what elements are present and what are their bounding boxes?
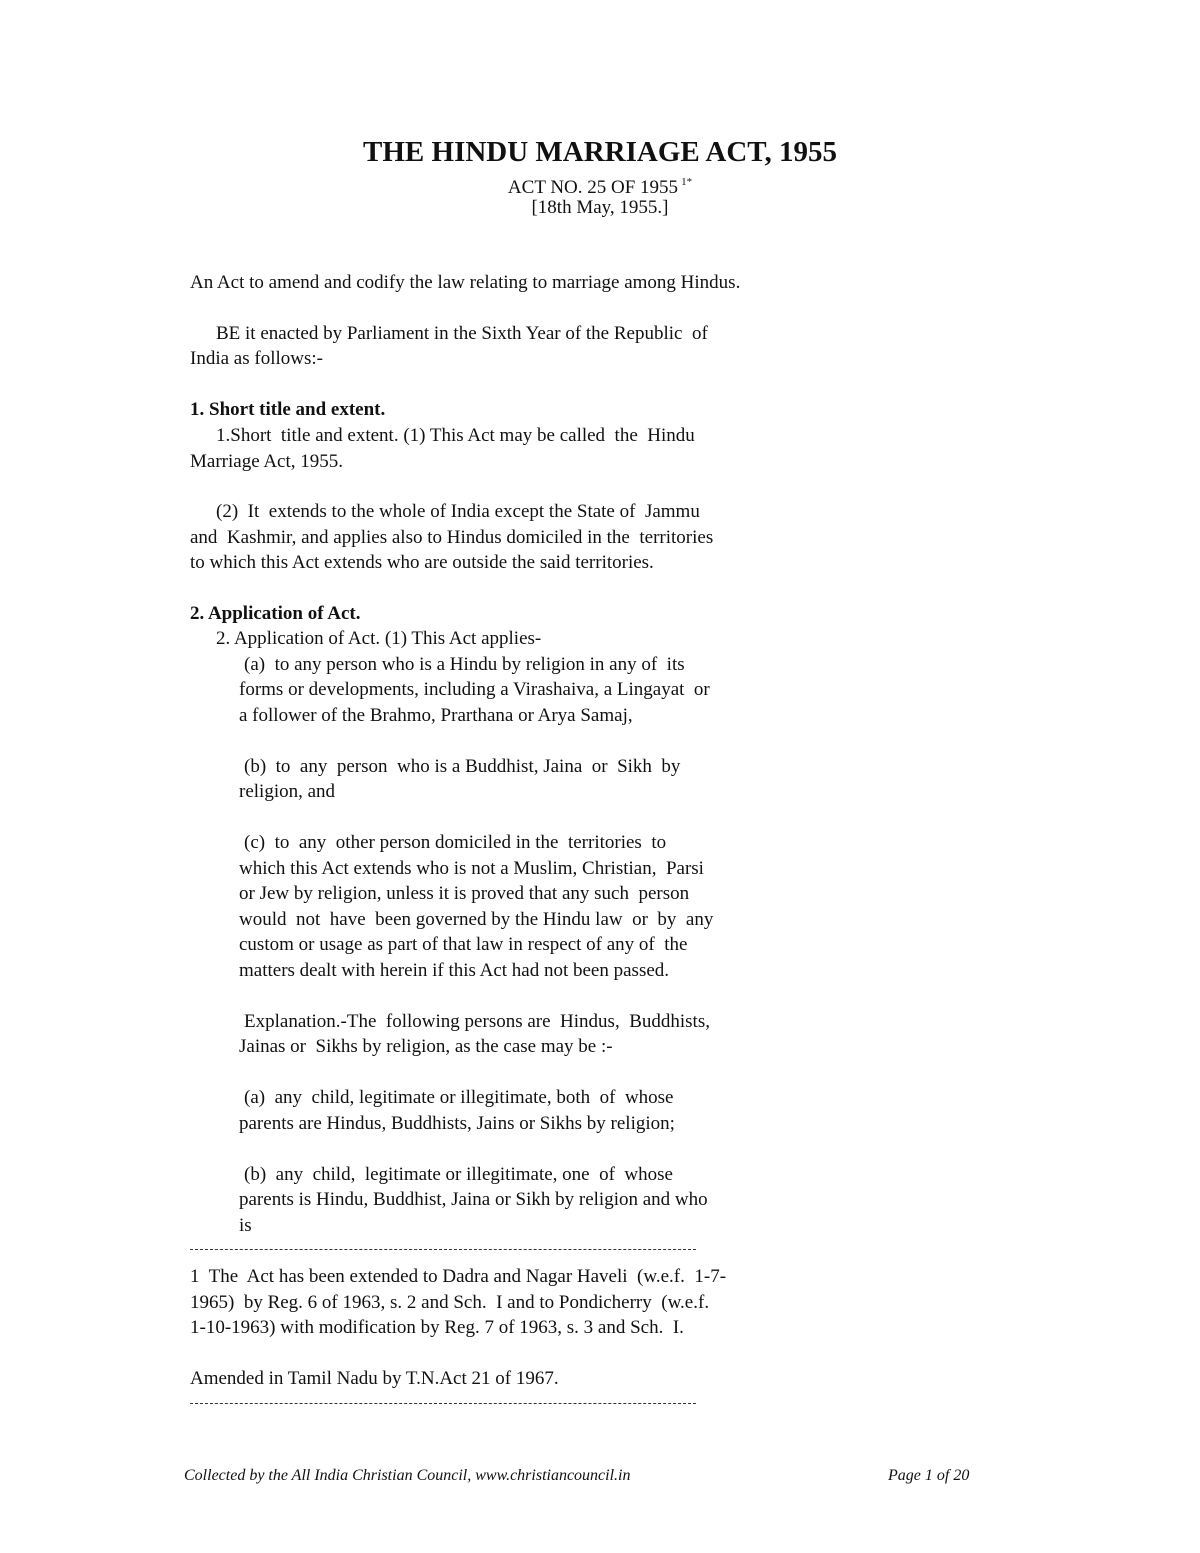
- enactment-line: BE it enacted by Parliament in the Sixth Year of the Republic of: [216, 323, 708, 344]
- footer-collected-by: Collected by the All India Christian Council, www.christiancouncil.in: [184, 1467, 631, 1484]
- clause-c: would not have been governed by the Hindu law or by any: [239, 909, 714, 930]
- section-1-clause-1: Marriage Act, 1955.: [190, 451, 344, 472]
- section-1-clause-1: 1.Short title and extent. (1) This Act may be called the Hindu: [216, 425, 695, 446]
- footnote-marker: 1*: [681, 176, 693, 188]
- clause-b: (b) to any person who is a Buddhist, Jaina or Sikh by: [244, 756, 681, 777]
- page-number: Page 1 of 20: [888, 1467, 970, 1484]
- section-1-clause-2: to which this Act extends who are outside the said territories.: [190, 552, 654, 573]
- preamble: An Act to amend and codify the law relating to marriage among Hindus.: [190, 272, 741, 293]
- section-1-heading: 1. Short title and extent.: [190, 399, 386, 420]
- clause-c: or Jew by religion, unless it is proved that any such person: [239, 883, 690, 904]
- enactment-line: India as follows:-: [190, 348, 323, 369]
- explanation-b: is: [239, 1215, 252, 1236]
- footnote-separator: [190, 1403, 696, 1404]
- explanation-a: (a) any child, legitimate or illegitimate, both of whose: [244, 1087, 674, 1108]
- clause-a: a follower of the Brahmo, Prarthana or Arya Samaj,: [239, 705, 633, 726]
- clause-a: (a) to any person who is a Hindu by religion in any of its: [244, 654, 685, 675]
- footnote-1: 1 The Act has been extended to Dadra and Nagar Haveli (w.e.f. 1-7-: [190, 1266, 727, 1287]
- explanation-b: parents is Hindu, Buddhist, Jaina or Sikh by religion and who: [239, 1189, 708, 1210]
- clause-a: forms or developments, including a Virashaiva, a Lingayat or: [239, 679, 710, 700]
- clause-c: custom or usage as part of that law in respect of any of the: [239, 934, 688, 955]
- explanation: Jainas or Sikhs by religion, as the case may be :-: [239, 1036, 613, 1057]
- footnote-1: 1-10-1963) with modification by Reg. 7 of 1963, s. 3 and Sch. I.: [190, 1317, 684, 1338]
- clause-c: matters dealt with herein if this Act had not been passed.: [239, 960, 670, 981]
- section-2-intro: 2. Application of Act. (1) This Act applies-: [216, 628, 542, 649]
- act-date: [18th May, 1955.]: [531, 197, 669, 218]
- explanation-b: (b) any child, legitimate or illegitimate, one of whose: [244, 1164, 673, 1185]
- explanation: Explanation.-The following persons are Hindus, Buddhists,: [244, 1011, 710, 1032]
- section-2-heading: 2. Application of Act.: [190, 603, 361, 624]
- clause-b: religion, and: [239, 781, 336, 802]
- section-1-clause-2: and Kashmir, and applies also to Hindus domiciled in the territories: [190, 527, 714, 548]
- clause-c: (c) to any other person domiciled in the territories to: [244, 832, 667, 853]
- act-title: THE HINDU MARRIAGE ACT, 1955: [363, 136, 837, 168]
- section-1-clause-2: (2) It extends to the whole of India except the State of Jammu: [216, 501, 700, 522]
- footnote-1: 1965) by Reg. 6 of 1963, s. 2 and Sch. I and to Pondicherry (w.e.f.: [190, 1292, 710, 1313]
- clause-c: which this Act extends who is not a Muslim, Christian, Parsi: [239, 858, 704, 879]
- footnote-separator: [190, 1249, 696, 1250]
- explanation-a: parents are Hindus, Buddhists, Jains or Sikhs by religion;: [239, 1113, 675, 1134]
- footnote-2: Amended in Tamil Nadu by T.N.Act 21 of 1967.: [190, 1368, 559, 1389]
- act-number-text: ACT NO. 25 OF 1955: [507, 177, 679, 198]
